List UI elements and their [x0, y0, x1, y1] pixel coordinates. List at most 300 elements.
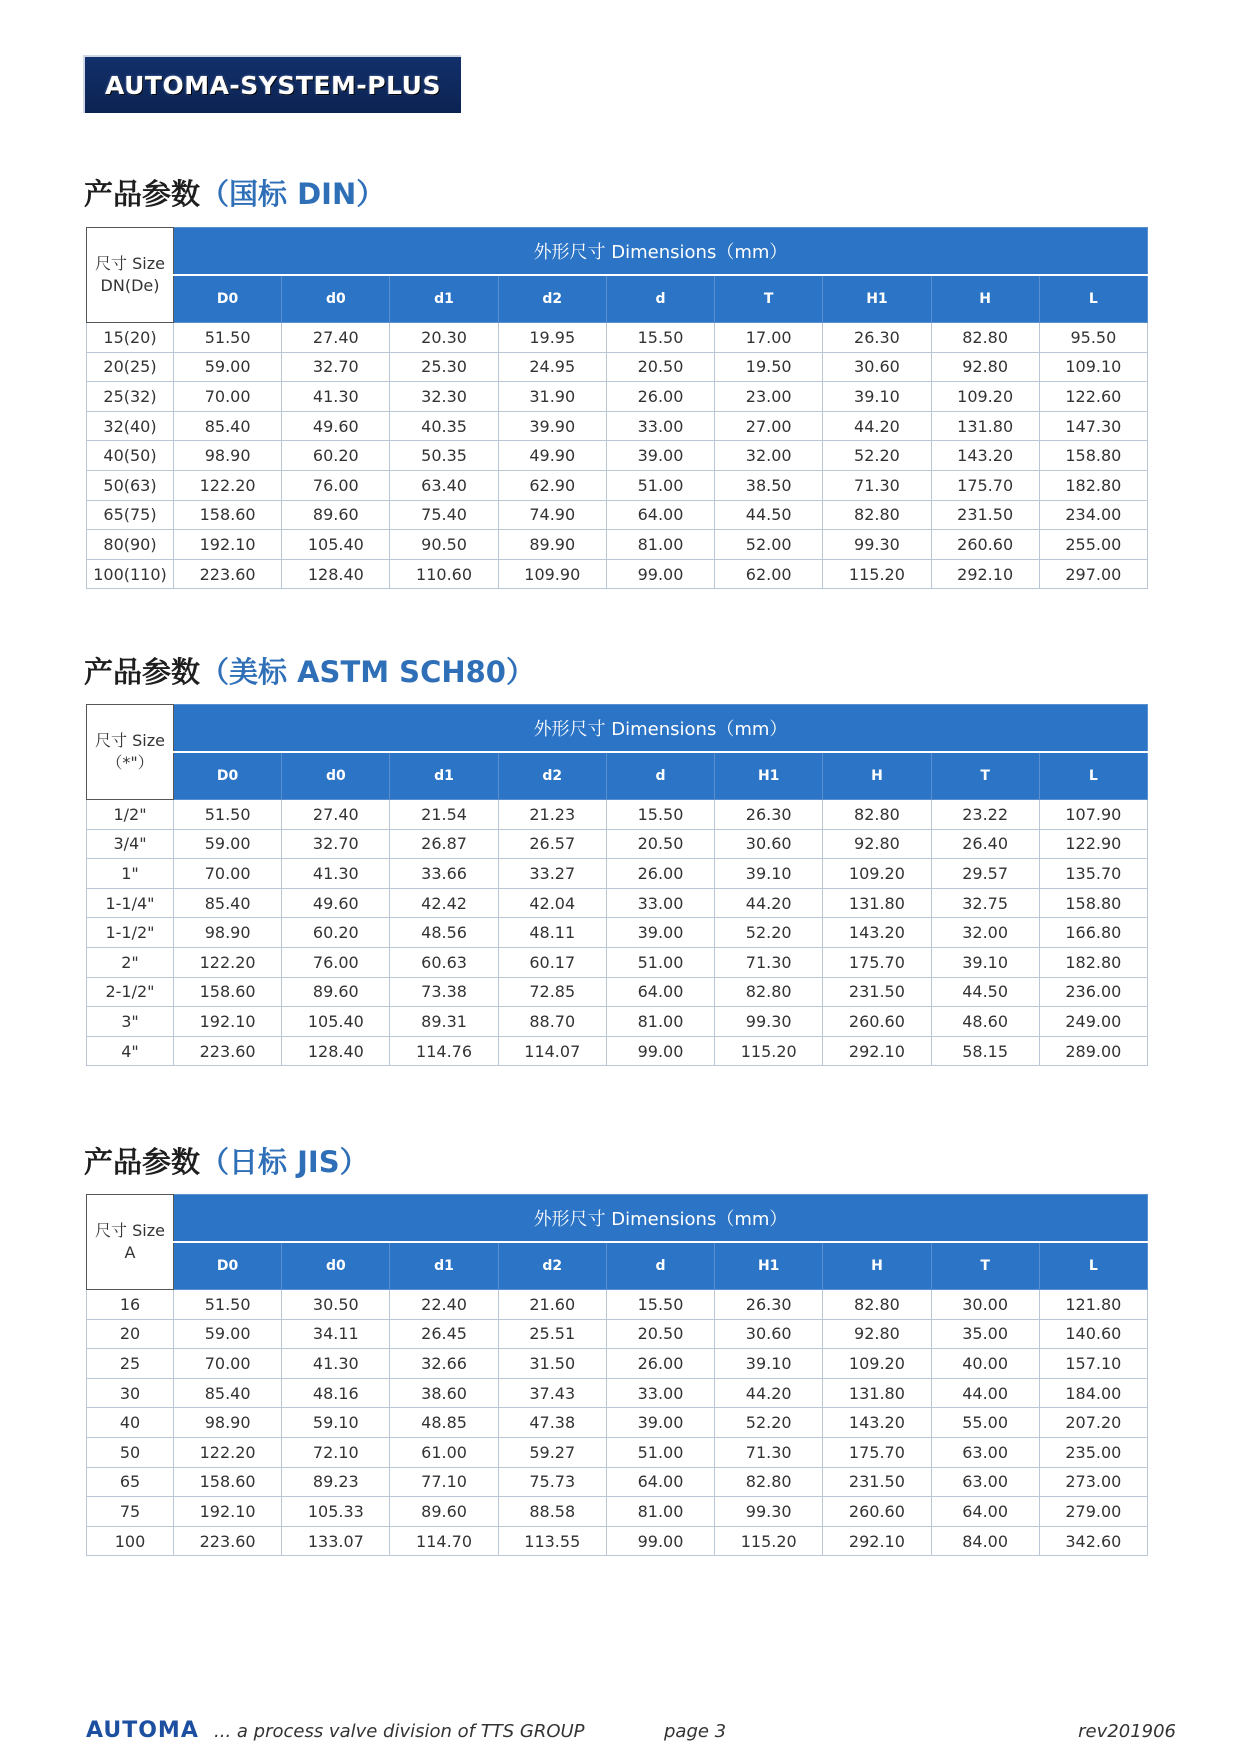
size-cell: 1-1/2"	[87, 918, 174, 948]
value-cell: 32.75	[931, 888, 1039, 918]
size-cell: 1/2"	[87, 800, 174, 830]
size-cell: 80(90)	[87, 530, 174, 560]
value-cell: 131.80	[823, 1378, 931, 1408]
value-cell: 63.00	[931, 1437, 1039, 1467]
value-cell: 30.60	[823, 352, 931, 382]
column-header: d0	[282, 1242, 390, 1290]
value-cell: 42.42	[390, 888, 498, 918]
value-cell: 122.20	[174, 947, 282, 977]
size-cell: 32(40)	[87, 411, 174, 441]
table-row	[87, 530, 1148, 560]
value-cell: 60.20	[282, 918, 390, 948]
value-cell: 234.00	[1039, 500, 1147, 530]
value-cell: 89.60	[390, 1497, 498, 1527]
value-cell: 72.85	[498, 977, 606, 1007]
value-cell: 99.30	[715, 1497, 823, 1527]
value-cell: 158.60	[174, 500, 282, 530]
value-cell: 19.50	[715, 352, 823, 382]
value-cell: 92.80	[931, 352, 1039, 382]
value-cell: 99.30	[823, 530, 931, 560]
value-cell: 39.10	[715, 859, 823, 889]
dimensions-header: 外形尺寸 Dimensions（mm）	[174, 705, 1148, 753]
size-cell: 75	[87, 1497, 174, 1527]
value-cell: 19.95	[498, 323, 606, 353]
value-cell: 59.00	[174, 1319, 282, 1349]
table-row	[87, 382, 1148, 412]
value-cell: 342.60	[1039, 1526, 1147, 1556]
footer-brand: AUTOMA	[86, 1718, 199, 1743]
value-cell: 39.90	[498, 411, 606, 441]
section-title-main: 产品参数	[84, 177, 201, 211]
value-cell: 39.10	[715, 1349, 823, 1379]
value-cell: 143.20	[823, 1408, 931, 1438]
value-cell: 71.30	[823, 470, 931, 500]
value-cell: 122.20	[174, 1437, 282, 1467]
value-cell: 223.60	[174, 1526, 282, 1556]
value-cell: 99.00	[606, 1526, 714, 1556]
value-cell: 89.60	[282, 977, 390, 1007]
size-cell: 40(50)	[87, 441, 174, 471]
value-cell: 49.60	[282, 888, 390, 918]
value-cell: 33.00	[606, 888, 714, 918]
value-cell: 99.00	[606, 1036, 714, 1066]
value-cell: 61.00	[390, 1437, 498, 1467]
value-cell: 107.90	[1039, 800, 1147, 830]
column-header: d1	[390, 752, 498, 800]
value-cell: 48.11	[498, 918, 606, 948]
value-cell: 59.10	[282, 1408, 390, 1438]
value-cell: 231.50	[823, 1467, 931, 1497]
table-row	[87, 888, 1148, 918]
value-cell: 41.30	[282, 859, 390, 889]
size-cell: 65(75)	[87, 500, 174, 530]
value-cell: 30.00	[931, 1290, 1039, 1320]
value-cell: 39.10	[931, 947, 1039, 977]
value-cell: 99.00	[606, 559, 714, 589]
size-cell: 20	[87, 1319, 174, 1349]
table-row	[87, 800, 1148, 830]
value-cell: 292.10	[931, 559, 1039, 589]
value-cell: 50.35	[390, 441, 498, 471]
value-cell: 158.80	[1039, 888, 1147, 918]
table-row	[87, 1007, 1148, 1037]
table-row	[87, 500, 1148, 530]
value-cell: 58.15	[931, 1036, 1039, 1066]
value-cell: 255.00	[1039, 530, 1147, 560]
value-cell: 32.70	[282, 829, 390, 859]
section-title-accent: （日标 JIS）	[200, 1145, 369, 1179]
table-row	[87, 977, 1148, 1007]
value-cell: 47.38	[498, 1408, 606, 1438]
value-cell: 20.30	[390, 323, 498, 353]
column-header: L	[1039, 1242, 1147, 1290]
value-cell: 34.11	[282, 1319, 390, 1349]
value-cell: 81.00	[606, 1007, 714, 1037]
value-cell: 20.50	[606, 1319, 714, 1349]
value-cell: 128.40	[282, 559, 390, 589]
value-cell: 32.00	[931, 918, 1039, 948]
value-cell: 41.30	[282, 1349, 390, 1379]
value-cell: 17.00	[715, 323, 823, 353]
footer-tagline: ... a process valve division of TTS GROUP	[214, 1721, 585, 1742]
value-cell: 88.58	[498, 1497, 606, 1527]
size-cell: 15(20)	[87, 323, 174, 353]
value-cell: 105.33	[282, 1497, 390, 1527]
section-title-jis	[84, 1140, 369, 1181]
value-cell: 26.00	[606, 382, 714, 412]
value-cell: 70.00	[174, 382, 282, 412]
value-cell: 84.00	[931, 1526, 1039, 1556]
table-row	[87, 441, 1148, 471]
value-cell: 49.60	[282, 411, 390, 441]
value-cell: 32.70	[282, 352, 390, 382]
size-label-1: 尺寸 Size	[95, 254, 165, 273]
value-cell: 51.00	[606, 470, 714, 500]
value-cell: 131.80	[931, 411, 1039, 441]
value-cell: 25.51	[498, 1319, 606, 1349]
value-cell: 60.20	[282, 441, 390, 471]
value-cell: 26.30	[823, 323, 931, 353]
table-row	[87, 1349, 1148, 1379]
value-cell: 26.00	[606, 1349, 714, 1379]
dimensions-header: 外形尺寸 Dimensions（mm）	[174, 228, 1148, 276]
value-cell: 279.00	[1039, 1497, 1147, 1527]
value-cell: 52.20	[715, 1408, 823, 1438]
value-cell: 75.40	[390, 500, 498, 530]
table-row	[87, 470, 1148, 500]
value-cell: 235.00	[1039, 1437, 1147, 1467]
value-cell: 23.22	[931, 800, 1039, 830]
table-row	[87, 947, 1148, 977]
value-cell: 59.00	[174, 829, 282, 859]
value-cell: 64.00	[931, 1497, 1039, 1527]
column-header: H	[931, 275, 1039, 323]
value-cell: 35.00	[931, 1319, 1039, 1349]
size-cell: 2-1/2"	[87, 977, 174, 1007]
size-label-2: DN(De)	[100, 276, 160, 295]
value-cell: 27.40	[282, 800, 390, 830]
value-cell: 231.50	[931, 500, 1039, 530]
value-cell: 192.10	[174, 530, 282, 560]
size-cell: 25	[87, 1349, 174, 1379]
section-title-main: 产品参数	[84, 655, 201, 689]
table-row	[87, 1319, 1148, 1349]
value-cell: 81.00	[606, 1497, 714, 1527]
value-cell: 70.00	[174, 859, 282, 889]
value-cell: 231.50	[823, 977, 931, 1007]
value-cell: 20.50	[606, 829, 714, 859]
value-cell: 82.80	[823, 1290, 931, 1320]
value-cell: 27.40	[282, 323, 390, 353]
value-cell: 51.00	[606, 947, 714, 977]
value-cell: 192.10	[174, 1497, 282, 1527]
value-cell: 135.70	[1039, 859, 1147, 889]
value-cell: 26.40	[931, 829, 1039, 859]
value-cell: 48.60	[931, 1007, 1039, 1037]
value-cell: 40.35	[390, 411, 498, 441]
table-row	[87, 559, 1148, 589]
value-cell: 82.80	[823, 800, 931, 830]
value-cell: 48.16	[282, 1378, 390, 1408]
value-cell: 39.10	[823, 382, 931, 412]
size-cell: 50	[87, 1437, 174, 1467]
size-cell: 16	[87, 1290, 174, 1320]
column-header: d0	[282, 752, 390, 800]
value-cell: 26.87	[390, 829, 498, 859]
value-cell: 21.54	[390, 800, 498, 830]
value-cell: 99.30	[715, 1007, 823, 1037]
value-cell: 26.30	[715, 1290, 823, 1320]
table-row	[87, 352, 1148, 382]
value-cell: 90.50	[390, 530, 498, 560]
value-cell: 51.50	[174, 1290, 282, 1320]
value-cell: 31.50	[498, 1349, 606, 1379]
value-cell: 39.00	[606, 441, 714, 471]
value-cell: 33.00	[606, 411, 714, 441]
value-cell: 131.80	[823, 888, 931, 918]
value-cell: 26.00	[606, 859, 714, 889]
column-header: d0	[282, 275, 390, 323]
value-cell: 121.80	[1039, 1290, 1147, 1320]
column-header: L	[1039, 275, 1147, 323]
value-cell: 147.30	[1039, 411, 1147, 441]
value-cell: 44.50	[931, 977, 1039, 1007]
size-header	[87, 705, 174, 800]
brand-banner	[83, 55, 461, 113]
value-cell: 52.20	[715, 918, 823, 948]
value-cell: 71.30	[715, 947, 823, 977]
value-cell: 89.60	[282, 500, 390, 530]
table-row	[87, 1437, 1148, 1467]
value-cell: 207.20	[1039, 1408, 1147, 1438]
value-cell: 223.60	[174, 559, 282, 589]
value-cell: 89.31	[390, 1007, 498, 1037]
column-header: H	[823, 1242, 931, 1290]
section-title-accent: （美标 ASTM SCH80）	[200, 655, 535, 689]
value-cell: 55.00	[931, 1408, 1039, 1438]
table-row	[87, 1036, 1148, 1066]
value-cell: 249.00	[1039, 1007, 1147, 1037]
value-cell: 192.10	[174, 1007, 282, 1037]
section-title-accent: （国标 DIN）	[200, 177, 386, 211]
value-cell: 49.90	[498, 441, 606, 471]
value-cell: 133.07	[282, 1526, 390, 1556]
spec-table-astm	[86, 704, 1148, 1066]
value-cell: 62.90	[498, 470, 606, 500]
value-cell: 92.80	[823, 1319, 931, 1349]
value-cell: 64.00	[606, 500, 714, 530]
value-cell: 85.40	[174, 1378, 282, 1408]
value-cell: 37.43	[498, 1378, 606, 1408]
value-cell: 26.45	[390, 1319, 498, 1349]
value-cell: 98.90	[174, 1408, 282, 1438]
value-cell: 175.70	[823, 947, 931, 977]
value-cell: 52.00	[715, 530, 823, 560]
value-cell: 42.04	[498, 888, 606, 918]
value-cell: 70.00	[174, 1349, 282, 1379]
size-cell: 1"	[87, 859, 174, 889]
value-cell: 25.30	[390, 352, 498, 382]
column-header: T	[931, 752, 1039, 800]
value-cell: 73.38	[390, 977, 498, 1007]
value-cell: 40.00	[931, 1349, 1039, 1379]
brand-banner-text: AUTOMA-SYSTEM-PLUS	[105, 70, 441, 100]
column-header: D0	[174, 1242, 282, 1290]
value-cell: 89.23	[282, 1467, 390, 1497]
value-cell: 140.60	[1039, 1319, 1147, 1349]
value-cell: 26.30	[715, 800, 823, 830]
value-cell: 21.60	[498, 1290, 606, 1320]
value-cell: 51.50	[174, 800, 282, 830]
value-cell: 24.95	[498, 352, 606, 382]
value-cell: 85.40	[174, 888, 282, 918]
value-cell: 114.07	[498, 1036, 606, 1066]
column-header: d	[606, 275, 714, 323]
value-cell: 33.00	[606, 1378, 714, 1408]
value-cell: 44.20	[715, 888, 823, 918]
value-cell: 33.66	[390, 859, 498, 889]
value-cell: 122.60	[1039, 382, 1147, 412]
size-cell: 20(25)	[87, 352, 174, 382]
value-cell: 115.20	[823, 559, 931, 589]
table-row	[87, 1408, 1148, 1438]
value-cell: 44.20	[715, 1378, 823, 1408]
value-cell: 72.10	[282, 1437, 390, 1467]
value-cell: 76.00	[282, 470, 390, 500]
value-cell: 20.50	[606, 352, 714, 382]
value-cell: 38.60	[390, 1378, 498, 1408]
column-header: H1	[715, 752, 823, 800]
size-label-2: （*"）	[106, 753, 154, 772]
value-cell: 175.70	[823, 1437, 931, 1467]
value-cell: 44.00	[931, 1378, 1039, 1408]
value-cell: 92.80	[823, 829, 931, 859]
value-cell: 21.23	[498, 800, 606, 830]
value-cell: 143.20	[823, 918, 931, 948]
value-cell: 39.00	[606, 1408, 714, 1438]
table-row	[87, 918, 1148, 948]
value-cell: 48.56	[390, 918, 498, 948]
column-header: T	[715, 275, 823, 323]
value-cell: 105.40	[282, 1007, 390, 1037]
value-cell: 157.10	[1039, 1349, 1147, 1379]
size-header	[87, 1195, 174, 1290]
value-cell: 115.20	[715, 1526, 823, 1556]
value-cell: 62.00	[715, 559, 823, 589]
column-header: H	[823, 752, 931, 800]
value-cell: 26.57	[498, 829, 606, 859]
size-cell: 65	[87, 1467, 174, 1497]
value-cell: 82.80	[823, 500, 931, 530]
value-cell: 113.55	[498, 1526, 606, 1556]
value-cell: 71.30	[715, 1437, 823, 1467]
table-row	[87, 411, 1148, 441]
value-cell: 23.00	[715, 382, 823, 412]
value-cell: 260.60	[931, 530, 1039, 560]
table-row	[87, 323, 1148, 353]
value-cell: 109.20	[823, 1349, 931, 1379]
value-cell: 89.90	[498, 530, 606, 560]
size-cell: 40	[87, 1408, 174, 1438]
column-header: L	[1039, 752, 1147, 800]
value-cell: 76.00	[282, 947, 390, 977]
value-cell: 59.27	[498, 1437, 606, 1467]
value-cell: 29.57	[931, 859, 1039, 889]
value-cell: 289.00	[1039, 1036, 1147, 1066]
column-header: d2	[498, 1242, 606, 1290]
value-cell: 74.90	[498, 500, 606, 530]
value-cell: 75.73	[498, 1467, 606, 1497]
size-cell: 50(63)	[87, 470, 174, 500]
value-cell: 110.60	[390, 559, 498, 589]
column-header: d	[606, 1242, 714, 1290]
value-cell: 63.00	[931, 1467, 1039, 1497]
value-cell: 44.50	[715, 500, 823, 530]
section-title-astm	[84, 650, 535, 691]
size-cell: 100(110)	[87, 559, 174, 589]
value-cell: 30.60	[715, 829, 823, 859]
column-header: d	[606, 752, 714, 800]
value-cell: 109.20	[823, 859, 931, 889]
value-cell: 32.30	[390, 382, 498, 412]
value-cell: 32.66	[390, 1349, 498, 1379]
size-cell: 100	[87, 1526, 174, 1556]
value-cell: 109.20	[931, 382, 1039, 412]
size-header	[87, 228, 174, 323]
column-header: D0	[174, 275, 282, 323]
size-cell: 3"	[87, 1007, 174, 1037]
spec-table-jis	[86, 1194, 1148, 1556]
value-cell: 41.30	[282, 382, 390, 412]
table-row	[87, 859, 1148, 889]
page-number: page 3	[664, 1721, 727, 1742]
value-cell: 44.20	[823, 411, 931, 441]
value-cell: 122.20	[174, 470, 282, 500]
value-cell: 175.70	[931, 470, 1039, 500]
table-row	[87, 829, 1148, 859]
value-cell: 158.60	[174, 1467, 282, 1497]
value-cell: 64.00	[606, 1467, 714, 1497]
value-cell: 88.70	[498, 1007, 606, 1037]
value-cell: 158.80	[1039, 441, 1147, 471]
value-cell: 82.80	[715, 977, 823, 1007]
column-header: d1	[390, 275, 498, 323]
section-title-main: 产品参数	[84, 1145, 201, 1179]
value-cell: 59.00	[174, 352, 282, 382]
dimensions-header: 外形尺寸 Dimensions（mm）	[174, 1195, 1148, 1243]
value-cell: 85.40	[174, 411, 282, 441]
section-title-din	[84, 172, 385, 213]
column-header: T	[931, 1242, 1039, 1290]
size-label-1: 尺寸 Size	[95, 1221, 165, 1240]
size-label-1: 尺寸 Size	[95, 731, 165, 750]
value-cell: 115.20	[715, 1036, 823, 1066]
value-cell: 64.00	[606, 977, 714, 1007]
value-cell: 98.90	[174, 441, 282, 471]
value-cell: 223.60	[174, 1036, 282, 1066]
column-header: H1	[823, 275, 931, 323]
value-cell: 182.80	[1039, 470, 1147, 500]
value-cell: 15.50	[606, 800, 714, 830]
value-cell: 184.00	[1039, 1378, 1147, 1408]
value-cell: 158.60	[174, 977, 282, 1007]
column-header: d2	[498, 275, 606, 323]
size-cell: 1-1/4"	[87, 888, 174, 918]
table-row	[87, 1467, 1148, 1497]
spec-table-din	[86, 227, 1148, 589]
value-cell: 273.00	[1039, 1467, 1147, 1497]
size-cell: 4"	[87, 1036, 174, 1066]
